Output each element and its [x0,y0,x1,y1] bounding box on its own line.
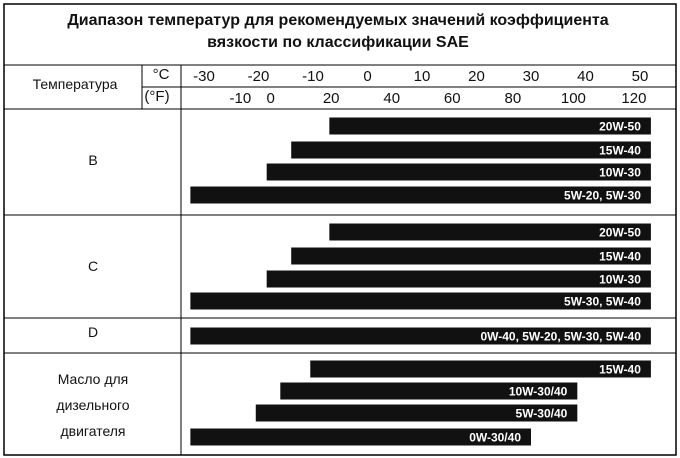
celsius-tick-3: 0 [363,68,372,85]
fahrenheit-tick-labels [229,90,646,107]
celsius-tick-5: 20 [468,68,485,85]
bar-label-0-2: 10W-30 [599,165,641,180]
fahrenheit-tick-3: 40 [383,90,401,107]
bar-label-3-0: 15W-40 [599,362,641,377]
group-label-c: C [87,258,99,274]
bar-label-3-1: 10W-30/40 [508,384,568,399]
fahrenheit-tick-5: 80 [504,90,522,107]
bar-label-0-0: 20W-50 [599,119,641,134]
celsius-tick-8: 50 [631,68,649,85]
fahrenheit-unit-label: (°F) [144,88,170,105]
bar-1-1 [291,248,651,265]
group-label-b: B [88,152,98,168]
group-label-diesel-line-3: двигателя [60,423,126,439]
bar-0-2 [267,164,651,181]
celsius-tick-4: 10 [413,68,431,85]
celsius-tick-2: -10 [302,68,324,85]
fahrenheit-tick-2: 20 [322,90,340,107]
celsius-tick-6: 30 [522,68,540,85]
temperature-header-label: Температура [32,76,118,92]
group-label-d: D [87,324,99,340]
bar-label-0-1: 15W-40 [599,143,641,158]
fahrenheit-tick-6: 100 [560,90,586,107]
group-label-diesel-line-1: Масло для [57,371,129,387]
fahrenheit-tick-7: 120 [621,90,647,107]
bar-1-2 [267,271,651,288]
bar-label-1-3: 5W-30, 5W-40 [564,294,641,309]
bar-label-1-1: 15W-40 [599,249,641,264]
chart-title-line-2: вязкости по классификации SAE [207,34,469,51]
fahrenheit-tick-1: 0 [266,90,275,107]
celsius-tick-labels [193,68,648,85]
group-label-diesel-line-2: дизельного [56,397,130,413]
celsius-tick-7: 40 [577,68,594,85]
fahrenheit-tick-4: 60 [443,90,461,107]
bar-label-1-2: 10W-30 [599,272,641,287]
bar-label-3-3: 0W-30/40 [469,430,521,445]
celsius-tick-1: -20 [247,68,270,85]
celsius-unit-label: °C [152,66,170,83]
fahrenheit-tick-0: -10 [229,90,252,107]
bar-label-2-0: 0W-40, 5W-20, 5W-30, 5W-40 [480,329,641,344]
bar-0-1 [291,142,651,159]
chart-title-line-1: Диапазон температур для рекомендуемых значений коэффициента [67,12,609,29]
celsius-tick-0: -30 [193,68,215,85]
bar-label-3-2: 5W-30/40 [515,406,568,421]
bar-label-0-3: 5W-20, 5W-30 [564,188,641,203]
viscosity-bars [190,118,651,446]
bar-label-1-0: 20W-50 [599,225,641,240]
